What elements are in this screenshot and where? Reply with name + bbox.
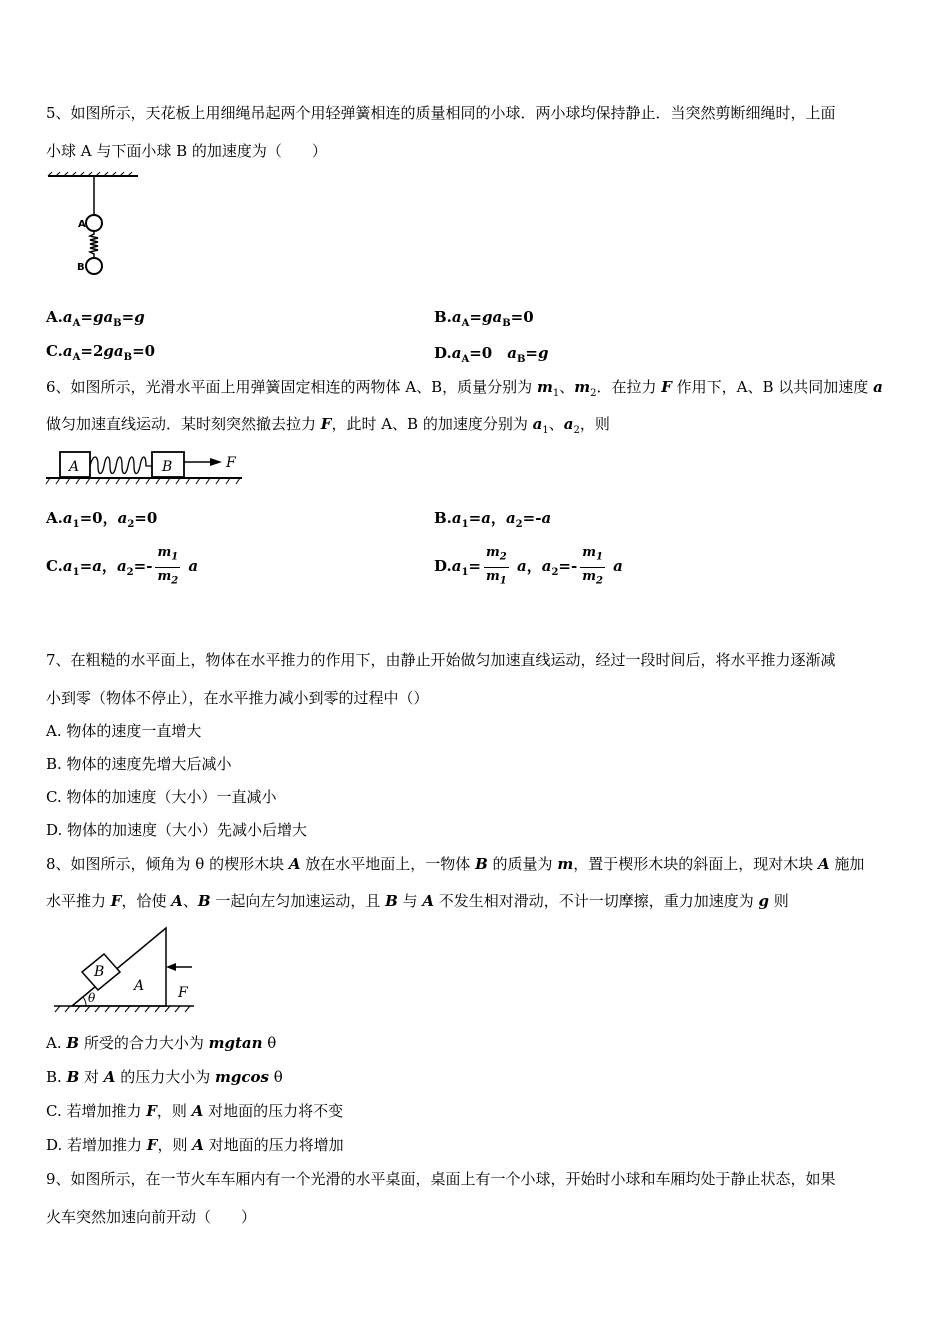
q5-figure-label-a: A (78, 219, 86, 230)
q6-figure-label-a: A (69, 459, 80, 475)
q5-stem-line2: 小球 A 与下面小球 B 的加速度为（ ） (46, 142, 327, 160)
q8-option-c: C. 若增加推力 F，则 A 对地面的压力将不变 (46, 1102, 344, 1120)
q6-option-c: $C.a_1=a$，$a_2=-$ $\frac{m_1}{m_2}$ a (46, 545, 199, 587)
q8-option-b: B. B 对 A 的压力大小为 mgcos θ (46, 1068, 283, 1086)
q6-stem-line1: 6、如图所示，光滑水平面上用弹簧固定相连的两物体 A、B，质量分别为 $m_1$、$m_2$．在拉力 F 作用下，A、B 以共同加速度 a (46, 378, 883, 399)
q7-option-b: B. 物体的速度先增大后减小 (46, 755, 232, 773)
q8-figure-label-theta: θ (88, 991, 96, 1005)
q6-option-b: $B.a_1=a$，$a_2=-a$ (434, 509, 552, 530)
q6-figure-label-b: B (162, 459, 173, 475)
q5-option-a: $A.a_A=ga_B=g$ (46, 308, 145, 329)
q9-stem-line1: 9、如图所示，在一节火车车厢内有一个光滑的水平桌面，桌面上有一个小球，开始时小球和车厢均处于静止状态，如果 (46, 1170, 836, 1188)
q5-stem-line1: 5、如图所示，天花板上用细绳吊起两个用轻弹簧相连的质量相同的小球．两小球均保持静止．当突然剪断细绳时，上面 (46, 104, 836, 122)
q5-option-d: $D.a_A=0$ $a_B=g$ (434, 344, 549, 365)
q8-figure-label-a: A (134, 978, 145, 994)
q6-figure-label-f: F (226, 455, 236, 471)
q8-stem-line1: 8、如图所示，倾角为 θ 的楔形木块 A 放在水平地面上，一物体 B 的质量为 m，置于楔形木块的斜面上，现对木块 A 施加 (46, 855, 865, 873)
q9-stem-line2: 火车突然加速向前开动（ ） (46, 1208, 257, 1226)
q8-stem-line2: 水平推力 F，恰使 A、B 一起向左匀加速运动，且 B 与 A 不发生相对滑动，不计一切摩擦，重力加速度为 g 则 (46, 892, 789, 910)
q6-stem-line2: 做匀加速直线运动．某时刻突然撤去拉力 F，此时 A、B 的加速度分别为 $a_1$、$a_2$，则 (46, 415, 610, 436)
q6-figure-blocks-spring (44, 446, 254, 488)
q8-option-d: D. 若增加推力 F，则 A 对地面的压力将增加 (46, 1136, 344, 1154)
q8-figure-wedge (52, 922, 202, 1022)
q7-stem-line2: 小到零（物体不停止），在水平推力减小到零的过程中（） (46, 689, 429, 707)
q5-option-c: $C.a_A=2ga_B=0$ (46, 342, 156, 363)
q7-option-c: C. 物体的加速度（大小）一直减小 (46, 788, 277, 806)
q8-option-a: A. B 所受的合力大小为 mgtan θ (46, 1034, 277, 1052)
q6-option-d: $D.a_1=$ $\frac{m_2}{m_1}$ a，$a_2=-$ $\frac{m_1}{m_2}$ a (434, 545, 623, 587)
q6-option-a: $A.a_1=0$，$a_2=0$ (46, 509, 158, 530)
q5-figure-spring-balls (46, 172, 146, 280)
q8-figure-label-f: F (178, 985, 188, 1001)
q5-figure-label-b: B (77, 262, 85, 273)
q7-option-d: D. 物体的加速度（大小）先减小后增大 (46, 821, 308, 839)
q8-figure-label-b: B (94, 964, 105, 980)
q5-option-b: $B.a_A=ga_B=0$ (434, 308, 534, 329)
q7-option-a: A. 物体的速度一直增大 (46, 722, 202, 740)
q7-stem-line1: 7、在粗糙的水平面上，物体在水平推力的作用下，由静止开始做匀加速直线运动，经过一段时间后，将水平推力逐渐减 (46, 651, 836, 669)
